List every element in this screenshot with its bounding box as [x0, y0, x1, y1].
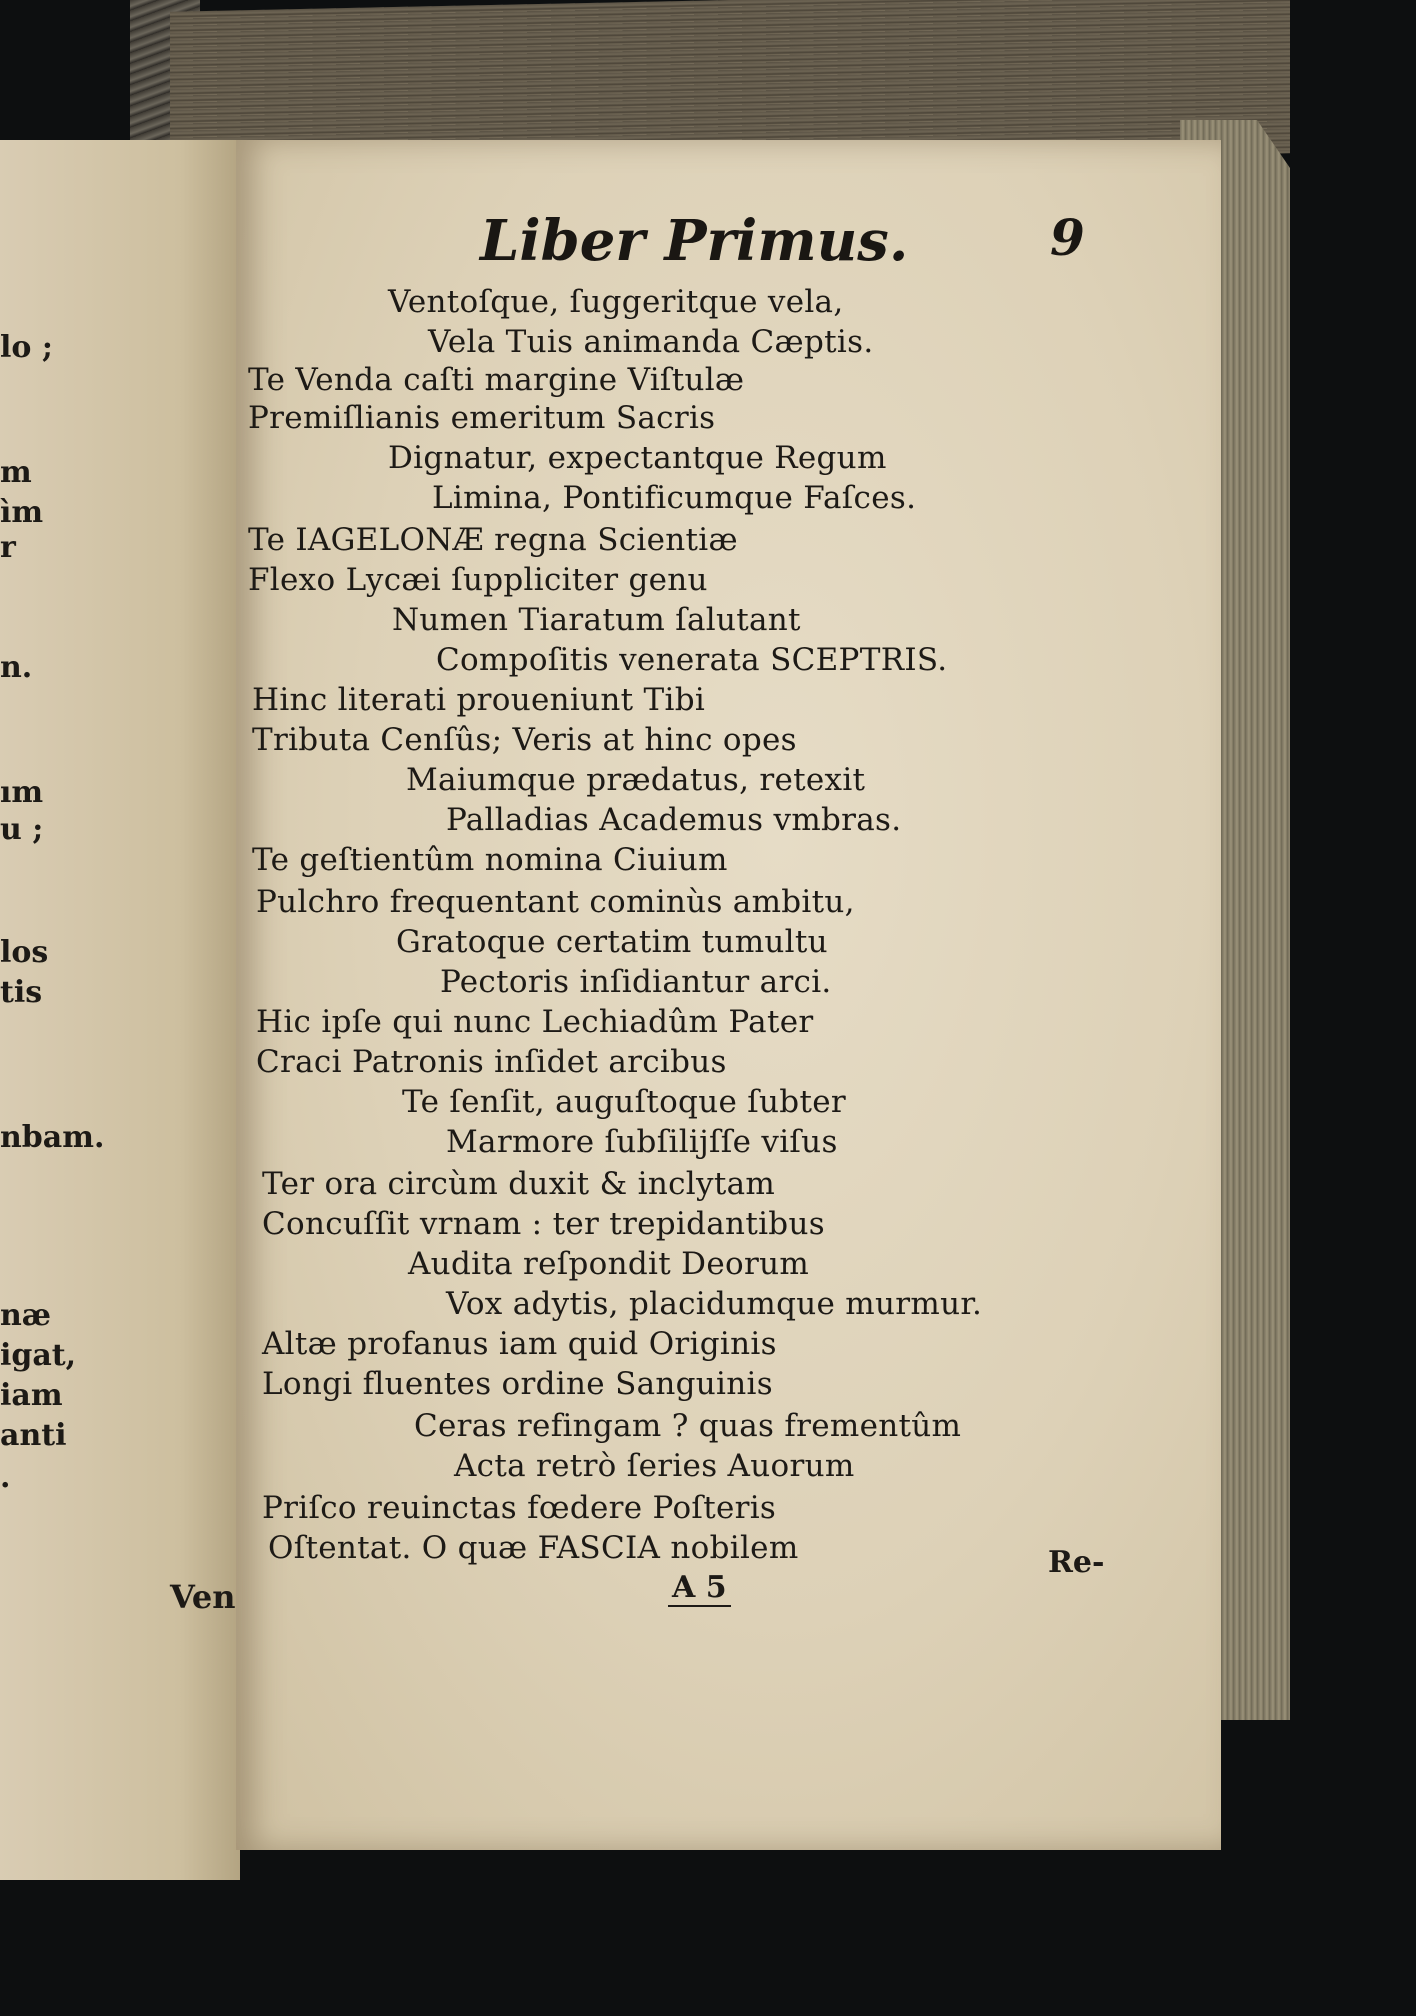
left-fragment: lo ;	[0, 330, 53, 365]
left-page-catchword: Ven	[170, 1578, 236, 1616]
left-fragment: tis	[0, 975, 43, 1010]
verse-line: Marmore ſubſilijſſe viſus	[446, 1124, 838, 1160]
verse-line: Palladias Academus vmbras.	[446, 802, 902, 838]
verse-line: Pectoris inſidiantur arci.	[440, 964, 832, 1000]
verse-line: Numen Tiaratum ſalutant	[392, 602, 801, 638]
verse-line: Compoſitis venerata SCEPTRIS.	[436, 642, 948, 678]
verse-line: Limina, Pontificumque Faſces.	[432, 480, 917, 516]
signature-mark: A 5	[668, 1570, 731, 1607]
verse-line: Craci Patronis inſidet arcibus	[256, 1044, 727, 1080]
left-fragment: n.	[0, 650, 33, 685]
left-fragment: r	[0, 530, 16, 565]
verse-line: Dignatur, expectantque Regum	[388, 440, 887, 476]
verse-line: Oſtentat. O quæ FASCIA nobilem	[268, 1530, 799, 1566]
verse-line: Flexo Lycæi ſuppliciter genu	[248, 562, 708, 598]
left-page	[0, 140, 240, 1880]
verse-line: Te IAGELONÆ regna Scientiæ	[248, 522, 738, 558]
verse-line: Maiumque prædatus, retexit	[406, 762, 866, 798]
catchword: Re-	[1048, 1545, 1105, 1580]
verse-line: Hinc literati proueniunt Tibi	[252, 682, 706, 718]
verse-line: Tributa Cenſûs; Veris at hinc opes	[252, 722, 797, 758]
page-number: 9	[1050, 208, 1085, 267]
left-fragment: .	[0, 1460, 11, 1495]
left-fragment: iam	[0, 1378, 63, 1413]
verse-line: Ter ora circùm duxit & inclytam	[262, 1166, 776, 1202]
verse-line: Vox adytis, placidumque murmur.	[446, 1286, 983, 1322]
running-head: Liber Primus.	[480, 208, 909, 274]
left-fragment: anti	[0, 1418, 67, 1453]
verse-line: Acta retrò ſeries Auorum	[454, 1448, 855, 1484]
left-fragment: nbam.	[0, 1120, 105, 1155]
left-fragment: igat,	[0, 1338, 77, 1373]
left-fragment: ìm	[0, 495, 44, 530]
verse-line: Premiſlianis emeritum Sacris	[248, 400, 716, 436]
verse-line: Gratoque certatim tumultu	[396, 924, 828, 960]
verse-line: Pulchro frequentant cominùs ambitu,	[256, 884, 855, 920]
left-fragment: los	[0, 935, 49, 970]
verse-line: Concuſſit vrnam : ter trepidantibus	[262, 1206, 825, 1242]
verse-line: Te geſtientûm nomina Ciuium	[252, 842, 728, 878]
left-fragment: m	[0, 455, 32, 490]
verse-line: Longi fluentes ordine Sanguinis	[262, 1366, 773, 1402]
left-fragment: ım	[0, 775, 44, 810]
verse-line: Vela Tuis animanda Cæptis.	[428, 324, 874, 360]
left-fragment: u ;	[0, 812, 44, 847]
verse-line: Audita reſpondit Deorum	[408, 1246, 810, 1282]
verse-line: Te Venda caſti margine Viſtulæ	[248, 362, 745, 398]
verse-line: Ceras refingam ? quas frementûm	[414, 1408, 962, 1444]
verse-line: Hic ipſe qui nunc Lechiadûm Pater	[256, 1004, 814, 1040]
verse-line: Ventoſque, ſuggeritque vela,	[388, 284, 844, 320]
verse-line: Altæ profanus iam quid Originis	[262, 1326, 777, 1362]
left-fragment: næ	[0, 1298, 52, 1333]
verse-line: Priſco reuinctas fœdere Poſteris	[262, 1490, 777, 1526]
verse-line: Te ſenſit, auguſtoque ſubter	[402, 1084, 846, 1120]
